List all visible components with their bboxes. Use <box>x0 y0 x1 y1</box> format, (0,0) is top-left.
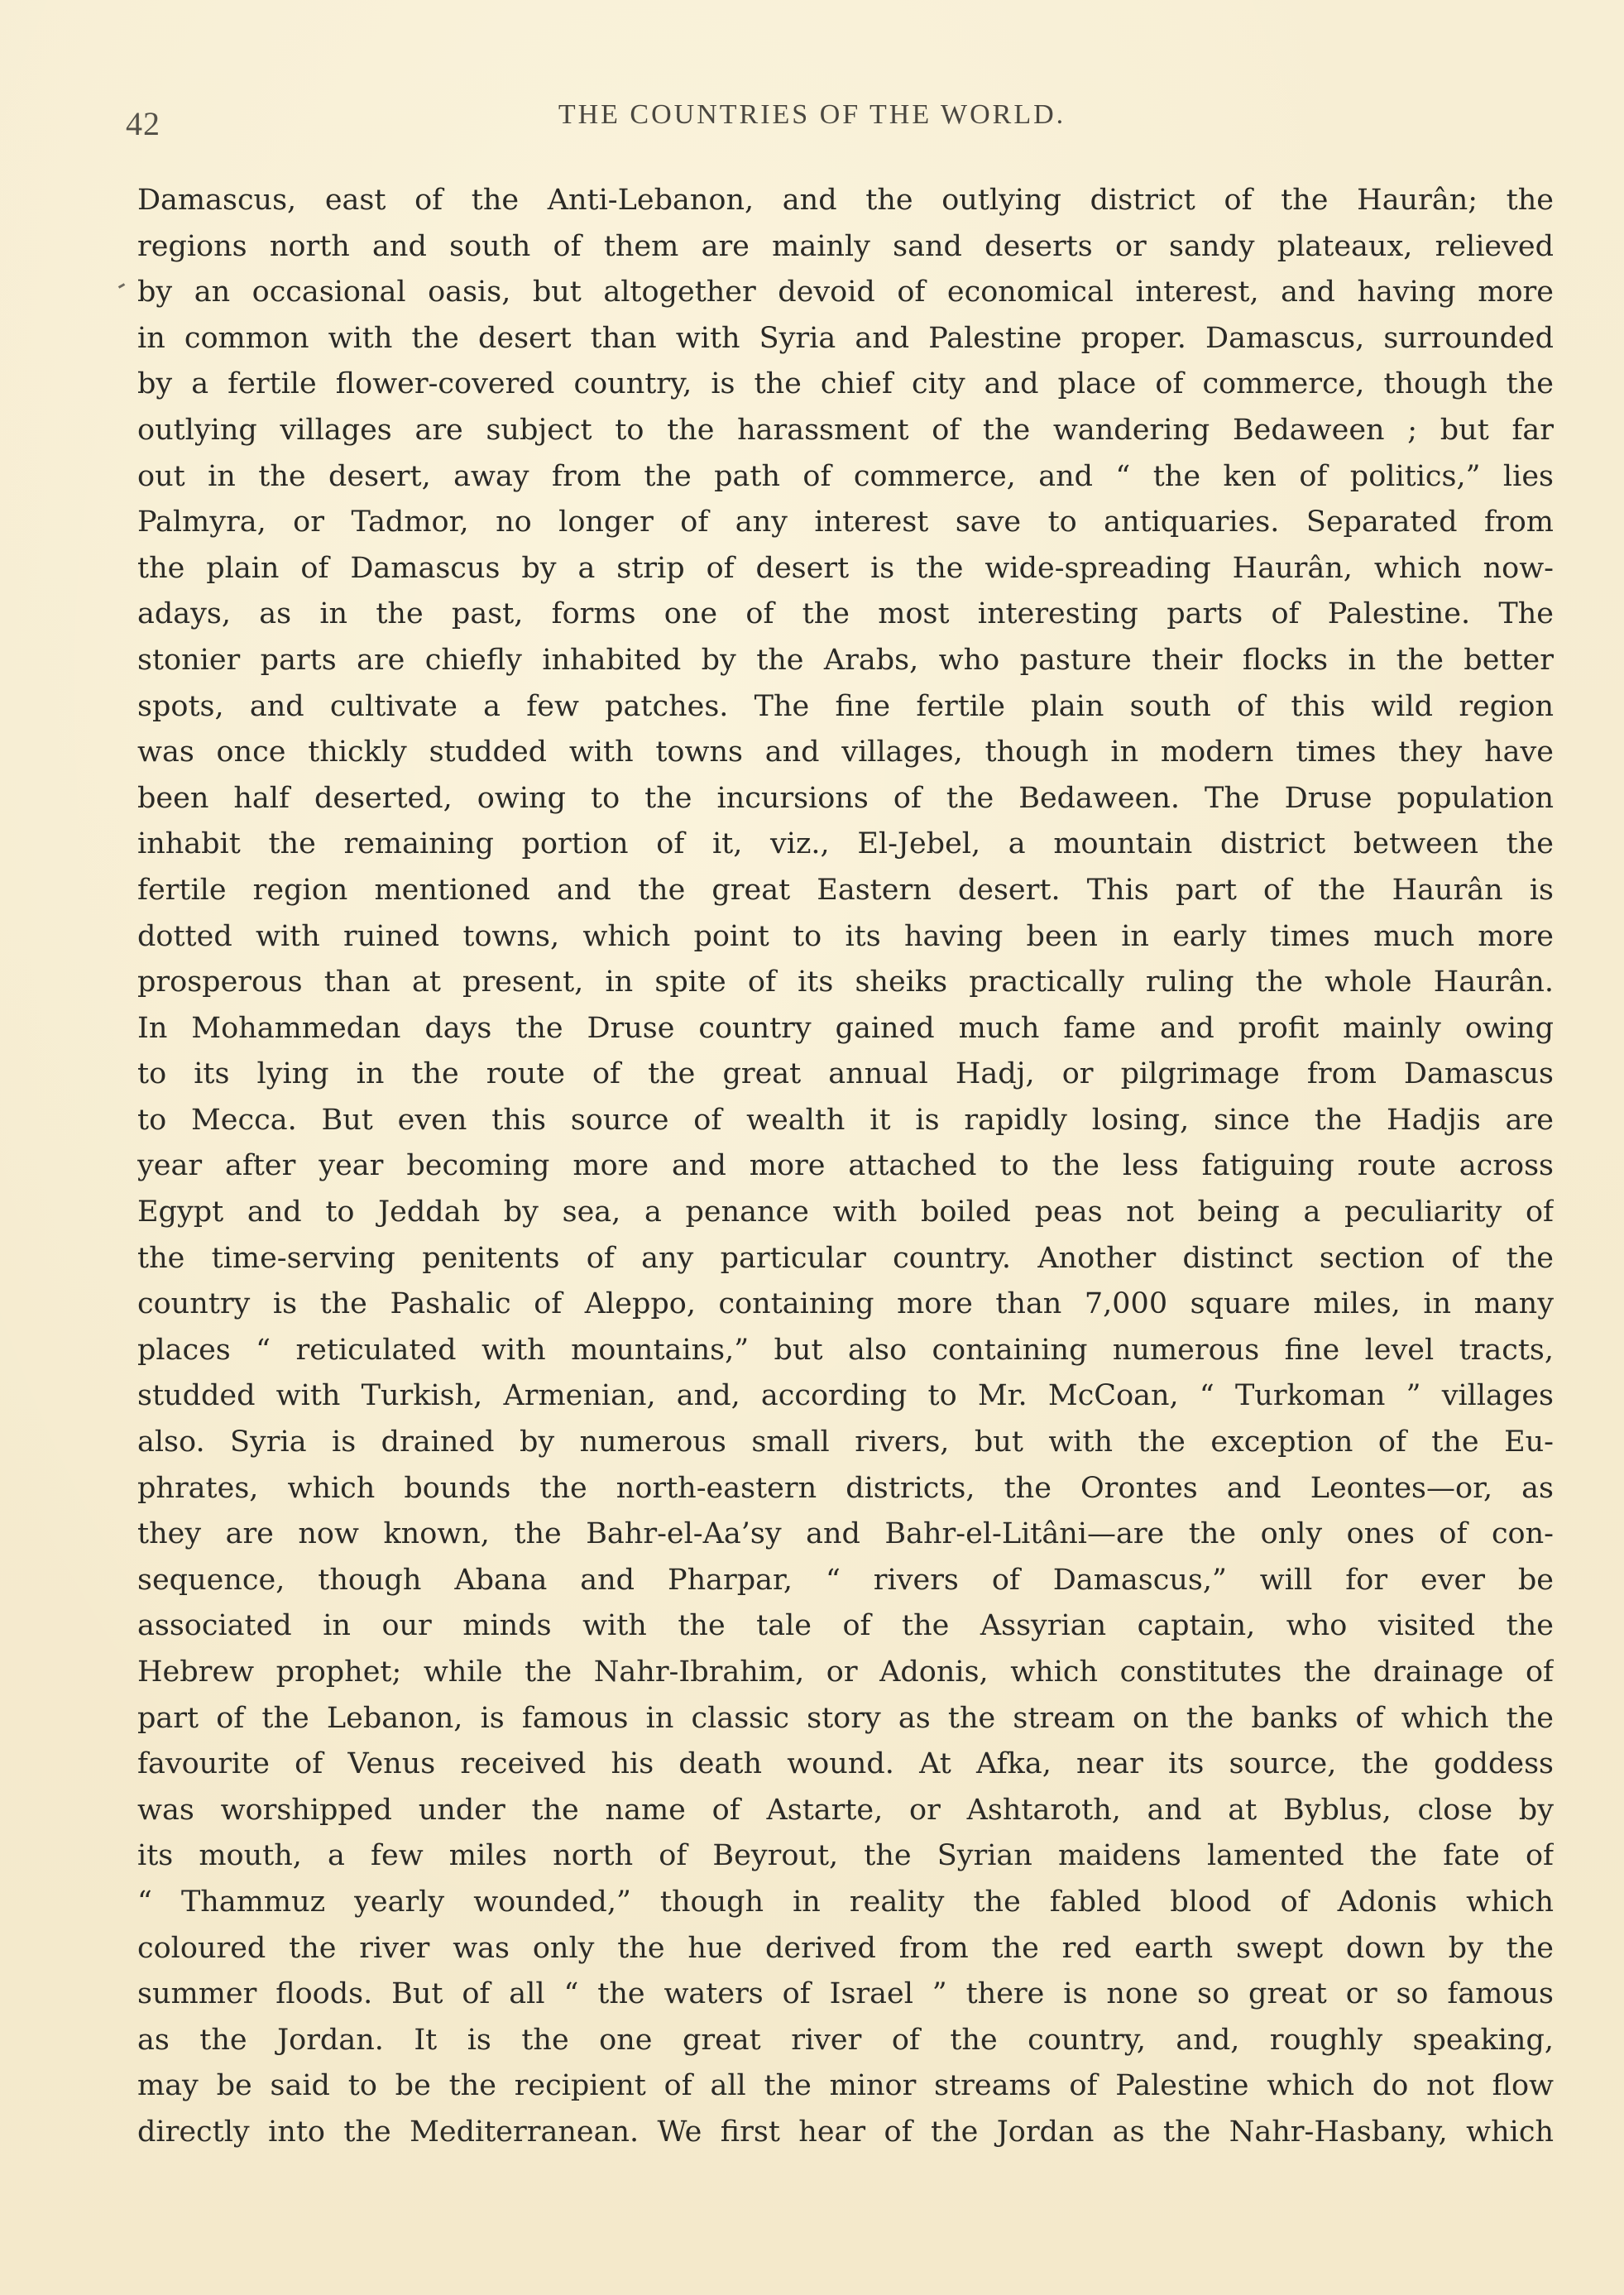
text-line: may be said to be the recipient of all the minor streams of Palestine which do not flow <box>137 2069 1554 2103</box>
text-line: coloured the river was only the hue derived from the red earth swept down by the <box>137 1931 1554 1965</box>
text-line: outlying villages are subject to the harassment of the wandering Bedaween ; but far <box>137 413 1554 447</box>
text-line: its mouth, a few miles north of Beyrout, the Syrian maidens lamented the fate of <box>137 1839 1554 1873</box>
text-line: also. Syria is drained by numerous small rivers, but with the exception of the Eu- <box>137 1425 1554 1459</box>
text-line: was once thickly studded with towns and villages, though in modern times they have <box>137 735 1554 769</box>
margin-mark <box>118 283 125 289</box>
text-line: phrates, which bounds the north-eastern districts, the Orontes and Leontes—or, as <box>137 1471 1554 1505</box>
text-line: the time-serving penitents of any particular country. Another distinct section of the <box>137 1241 1554 1275</box>
text-line: part of the Lebanon, is famous in classic story as the stream on the banks of which the <box>137 1701 1554 1735</box>
text-line: to Mecca. But even this source of wealth it is rapidly losing, since the Hadjis are <box>137 1103 1554 1137</box>
text-line: inhabit the remaining portion of it, viz., El-Jebel, a mountain district between the <box>137 827 1554 861</box>
body-text <box>137 178 1554 2156</box>
text-line: associated in our minds with the tale of the Assyrian captain, who visited the <box>137 1609 1554 1643</box>
running-head: THE COUNTRIES OF THE WORLD. <box>558 99 1066 130</box>
text-line: fertile region mentioned and the great Eastern desert. This part of the Haurân is <box>137 873 1554 907</box>
text-line: Palmyra, or Tadmor, no longer of any interest save to antiquaries. Separated from <box>137 505 1554 539</box>
text-line: regions north and south of them are mainly sand deserts or sandy plateaux, relieved <box>137 229 1554 263</box>
text-line: spots, and cultivate a few patches. The fine fertile plain south of this wild region <box>137 689 1554 723</box>
text-line: Damascus, east of the Anti-Lebanon, and the outlying district of the Haurân; the <box>137 184 1554 217</box>
text-line: directly into the Mediterranean. We first hear of the Jordan as the Nahr-Hasbany, which <box>137 2115 1554 2149</box>
text-line: summer floods. But of all “ the waters of Israel ” there is none so great or so famous <box>137 1977 1554 2011</box>
text-line: prosperous than at present, in spite of its sheiks practically ruling the whole Haurân. <box>137 965 1554 999</box>
text-line: the plain of Damascus by a strip of desert is the wide-spreading Haurân, which now- <box>137 551 1554 585</box>
text-line: was worshipped under the name of Astarte, or Ashtaroth, and at Byblus, close by <box>137 1793 1554 1827</box>
text-line: Hebrew prophet; while the Nahr-Ibrahim, or Adonis, which constitutes the drainage of <box>137 1655 1554 1689</box>
text-line: stonier parts are chiefly inhabited by the Arabs, who pasture their flocks in the better <box>137 643 1554 677</box>
text-line: studded with Turkish, Armenian, and, according to Mr. McCoan, “ Turkoman ” villages <box>137 1379 1554 1413</box>
text-line: favourite of Venus received his death wound. At Afka, near its source, the goddess <box>137 1747 1554 1781</box>
page-number: 42 <box>126 105 160 142</box>
text-line: places “ reticulated with mountains,” but also containing numerous fine level tracts, <box>137 1333 1554 1367</box>
text-line: to its lying in the route of the great annual Hadj, or pilgrimage from Damascus <box>137 1057 1554 1091</box>
text-line: “ Thammuz yearly wounded,” though in reality the fabled blood of Adonis which <box>137 1885 1554 1919</box>
text-line: they are now known, the Bahr-el-Aa’sy and Bahr-el-Litâni—are the only ones of con- <box>137 1517 1554 1551</box>
text-line: adays, as in the past, forms one of the most interesting parts of Palestine. The <box>137 597 1554 631</box>
text-line: out in the desert, away from the path of commerce, and “ the ken of politics,” lies <box>137 459 1554 493</box>
text-line: sequence, though Abana and Pharpar, “ rivers of Damascus,” will for ever be <box>137 1563 1554 1597</box>
text-line: Egypt and to Jeddah by sea, a penance with boiled peas not being a peculiarity of <box>137 1195 1554 1229</box>
text-line: country is the Pashalic of Aleppo, containing more than 7,000 square miles, in many <box>137 1287 1554 1321</box>
text-line: been half deserted, owing to the incursions of the Bedaween. The Druse population <box>137 781 1554 815</box>
text-line: year after year becoming more and more attached to the less fatiguing route across <box>137 1149 1554 1183</box>
text-line: as the Jordan. It is the one great river of the country, and, roughly speaking, <box>137 2023 1554 2057</box>
text-line: by an occasional oasis, but altogether devoid of economical interest, and having more <box>137 275 1554 309</box>
text-line: by a fertile flower-covered country, is the chief city and place of commerce, though the <box>137 367 1554 401</box>
text-line: In Mohammedan days the Druse country gained much fame and profit mainly owing <box>137 1011 1554 1045</box>
text-line: in common with the desert than with Syria and Palestine proper. Damascus, surrounded <box>137 321 1554 355</box>
text-line: dotted with ruined towns, which point to its having been in early times much more <box>137 919 1554 953</box>
